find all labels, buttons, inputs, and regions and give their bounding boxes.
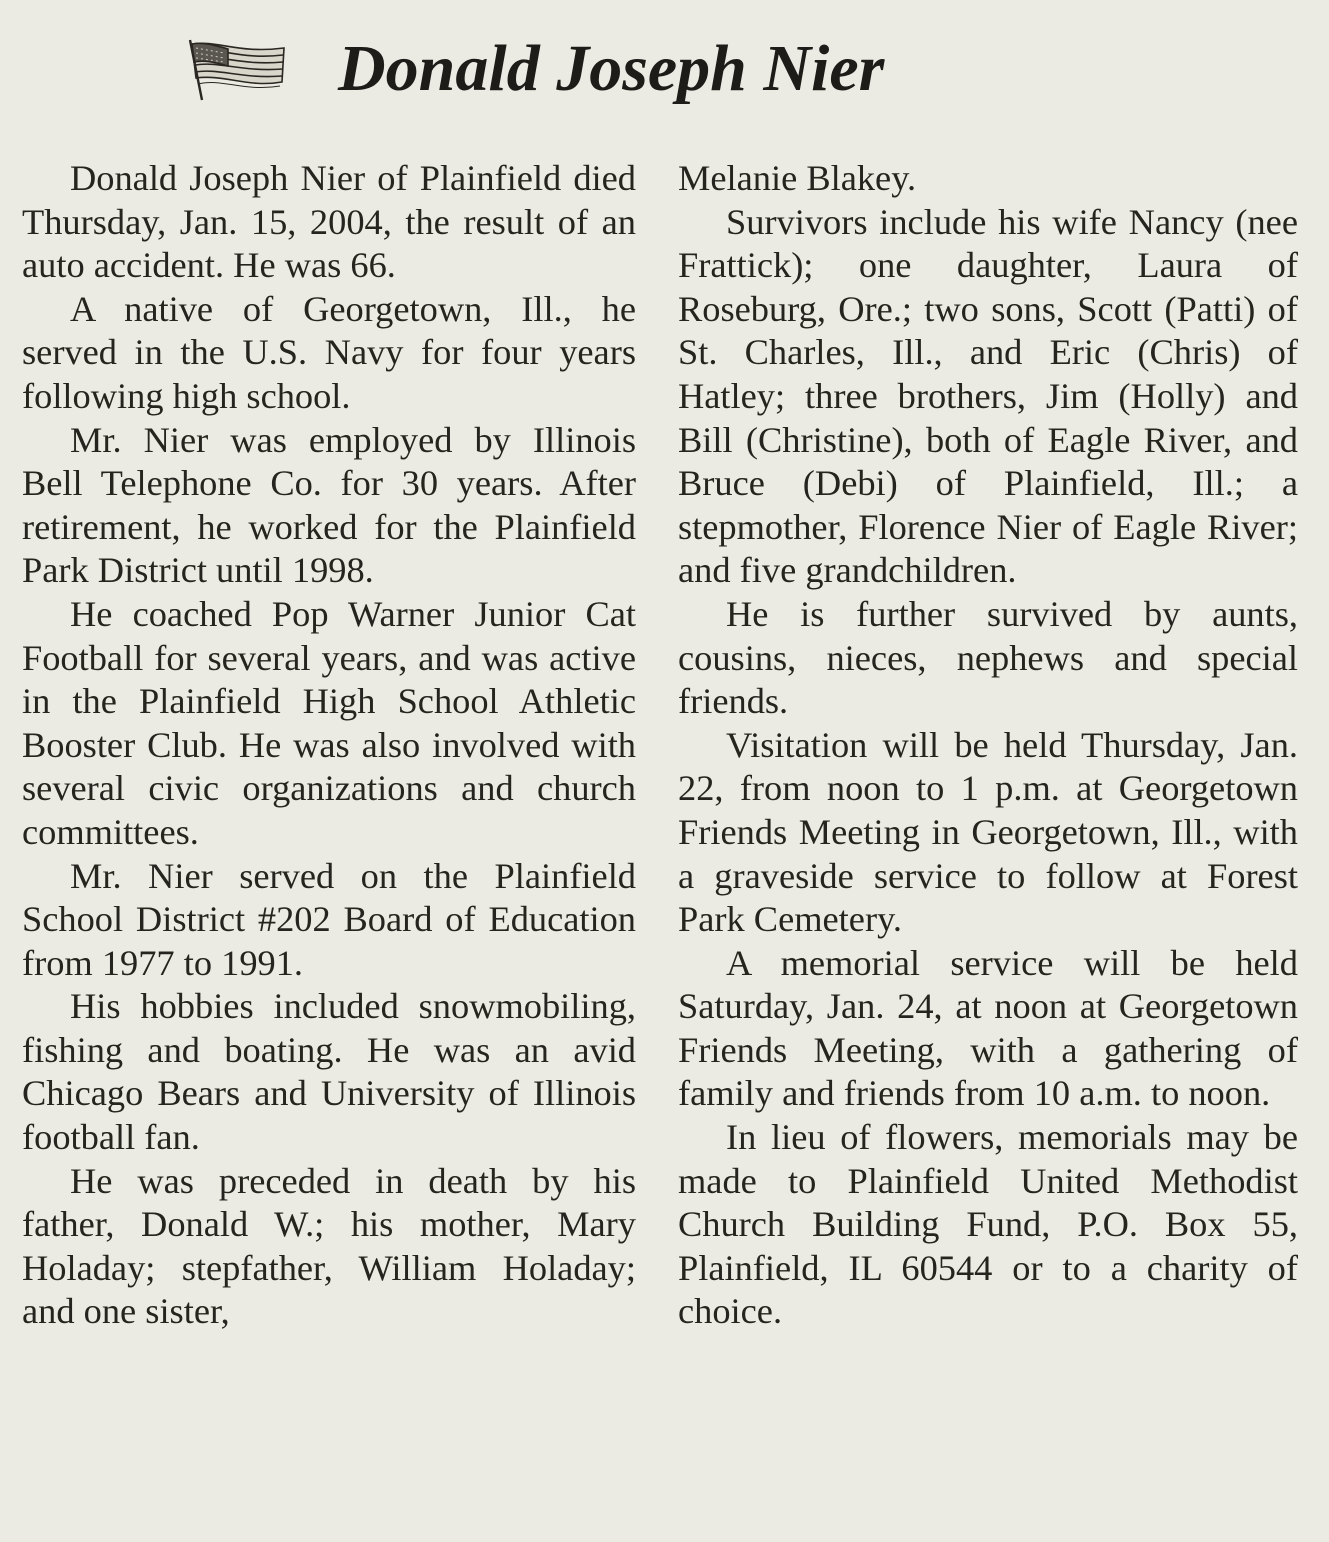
paragraph: He was preceded in death by his father, Donald W.; his mother, Mary Holaday; stepfather, William Holaday; and one sister, [22, 1160, 636, 1332]
right-column [678, 157, 1298, 1334]
paragraph: He is further survived by aunts, cousins, nieces, nephews and special friends. [678, 593, 1298, 722]
paragraph: A memorial service will be held Saturday, Jan. 24, at noon at Georgetown Friends Meeting, with a gathering of family and friends from 10 a.m. to noon. [678, 942, 1298, 1114]
paragraph: Visitation will be held Thursday, Jan. 22, from noon to 1 p.m. at Georgetown Friends Meeting in Georgetown, Ill., with a graveside service to follow at Forest Park Cemetery. [678, 724, 1298, 940]
american-flag-icon [188, 38, 288, 102]
paragraph: Mr. Nier served on the Plainfield School District #202 Board of Education from 1977 to 1991. [22, 855, 636, 983]
paragraph: Survivors include his wife Nancy (nee Frattick); one daughter, Laura of Roseburg, Ore.; two sons, Scott (Patti) of St. Charles, Ill., and Eric (Chris) of Hatley; three brothers, Jim (Holly) and Bill (Christine), both of Eagle River, and Bruce (Debi) of Plainfield, Ill.; a stepmother, Florence Nier of Eagle River; and five grandchildren. [678, 201, 1298, 591]
paragraph: A native of Georgetown, Ill., he served in the U.S. Navy for four years following high school. [22, 288, 636, 416]
paragraph: He coached Pop Warner Junior Cat Football for several years, and was active in the Plainfield High School Athletic Booster Club. He was also involved with several civic organizations and church committees. [22, 593, 636, 852]
left-column [22, 157, 636, 1334]
paragraph-continuation: Melanie Blakey. [678, 158, 917, 198]
paragraph: Mr. Nier was employed by Illinois Bell Telephone Co. for 30 years. After retirement, he worked for the Plainfield Park District until 1998. [22, 419, 636, 591]
paragraph: Donald Joseph Nier of Plainfield died Thursday, Jan. 15, 2004, the result of an auto accident. He was 66. [22, 158, 636, 286]
paragraph: His hobbies included snowmobiling, fishing and boating. He was an avid Chicago Bears and University of Illinois football fan. [22, 986, 636, 1158]
header [0, 26, 1329, 116]
paragraph: In lieu of flowers, memorials may be made to Plainfield United Methodist Church Building Fund, P.O. Box 55, Plainfield, IL 60544 or to a charity of choice. [678, 1117, 1298, 1332]
page-title: Donald Joseph Nier [338, 32, 885, 105]
